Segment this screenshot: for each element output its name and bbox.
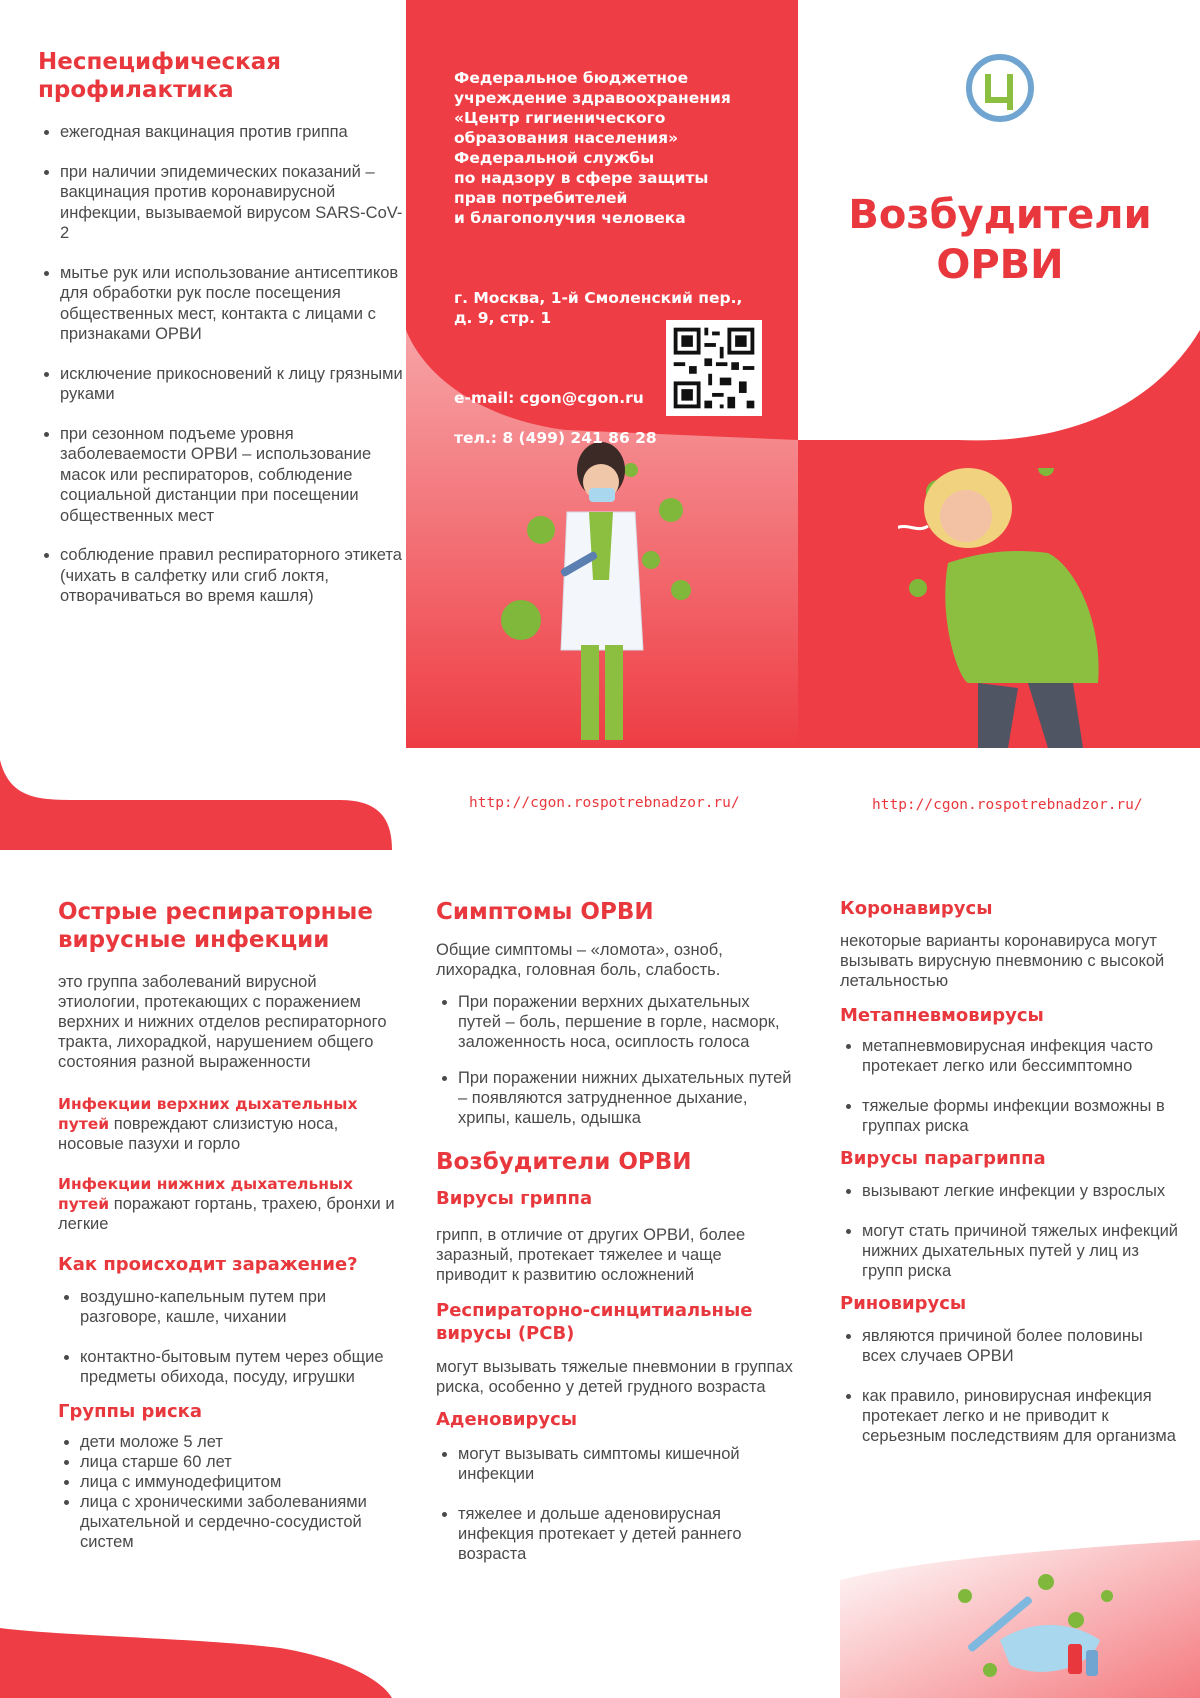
ari-intro: это группа заболеваний вирусной этиологии, протекающих с поражением верхних и нижних отделов респираторного тракта, лихорадкой, нарушением общего состояния разной выраженности — [58, 973, 387, 1071]
rhino-title: Риновирусы — [840, 1293, 967, 1314]
organization-address: г. Москва, 1-й Смоленский пер., д. 9, стр. 1 — [454, 289, 743, 327]
upper-airways-desc: повреждают слизистую носа, носовые пазухи и горло — [58, 1115, 339, 1153]
qr-code-icon — [666, 320, 762, 416]
column-ari — [58, 898, 398, 1552]
list-item: • вызывают легкие инфекции у взрослых — [862, 1181, 1180, 1201]
upper-airways-text — [58, 1094, 398, 1154]
rhino-list — [840, 1326, 1180, 1446]
cover-title-line2: ОРВИ — [936, 242, 1064, 288]
medical-items-illustration — [840, 1540, 1200, 1698]
list-item: • исключение прикосновений к лицу грязными руками — [60, 364, 410, 405]
doctor-illustration — [501, 440, 701, 748]
organization-name: Федеральное бюджетное учреждение здравоохранения «Центр гигиенического образования населения» Федеральной службы по надзору в сфере защиты прав потребителей и благополучия человека — [454, 69, 731, 227]
list-item: • контактно-бытовым путем через общие предметы обихода, посуду, игрушки — [80, 1347, 398, 1387]
pathogens-title: Возбудители ОРВИ — [436, 1149, 692, 1175]
meta-title: Метапневмовирусы — [840, 1005, 1044, 1026]
infection-title: Как происходит заражение? — [58, 1254, 358, 1275]
list-item: • лица старше 60 лет — [80, 1452, 398, 1472]
list-item: • могут стать причиной тяжелых инфекций нижних дыхательных путей у лиц из групп риска — [862, 1221, 1180, 1281]
prevention-title: Неспецифическая профилактика — [38, 49, 281, 103]
list-item: • воздушно-капельным путем при разговоре, кашле, чихании — [80, 1287, 398, 1327]
list-item: • лица с иммунодефицитом — [80, 1472, 398, 1492]
decorative-wave — [0, 760, 392, 850]
cgon-logo-icon — [966, 52, 1034, 124]
cover-title — [820, 190, 1180, 290]
risk-title: Группы риска — [58, 1401, 203, 1422]
adeno-title: Аденовирусы — [436, 1409, 578, 1430]
para-title: Вирусы парагриппа — [840, 1148, 1046, 1169]
ari-title: Острые респираторные вирусные инфекции — [58, 899, 373, 953]
upper-airways-term: Инфекции верхних дыхательных путей — [58, 1095, 358, 1133]
adeno-list — [436, 1444, 796, 1564]
list-item: • ежегодная вакцинация против гриппа — [60, 122, 410, 143]
list-item: • как правило, риновирусная инфекция протекает легко и не приводит к серьезным последствиям для организма — [862, 1386, 1180, 1446]
symptoms-title: Симптомы ОРВИ — [436, 899, 654, 925]
list-item: • при наличии эпидемических показаний – вакцинация против коронавирусной инфекции, вызываемой вирусом SARS-CoV-2 — [60, 162, 410, 244]
risk-list — [58, 1432, 398, 1552]
lower-airways-term: Инфекции нижних дыхательных путей — [58, 1175, 354, 1213]
corona-text: некоторые варианты коронавируса могут вызывать вирусную пневмонию с высокой летальностью — [840, 932, 1165, 990]
list-item: • могут вызывать симптомы кишечной инфекции — [458, 1444, 796, 1484]
coughing-person-illustration — [898, 468, 1158, 748]
column-symptoms — [436, 898, 796, 1564]
list-item: • лица с хроническими заболеваниями дыхательной и сердечно-сосудистой систем — [80, 1492, 398, 1552]
organization-email[interactable]: e-mail: cgon@cgon.ru — [454, 389, 644, 407]
prevention-list — [38, 122, 410, 626]
rsv-text: могут вызывать тяжелые пневмонии в группах риска, особенно у детей грудного возраста — [436, 1358, 793, 1396]
corona-title: Коронавирусы — [840, 898, 993, 919]
meta-list — [840, 1036, 1180, 1136]
flu-title: Вирусы гриппа — [436, 1188, 593, 1209]
flu-text: грипп, в отличие от других ОРВИ, более заразный, протекает тяжелее и чаще приводит к развитию осложнений — [436, 1226, 746, 1284]
list-item: • являются причиной более половины всех случаев ОРВИ — [862, 1326, 1180, 1366]
lower-airways-text — [58, 1174, 398, 1234]
list-item: • При поражении нижних дыхательных путей – появляются затрудненное дыхание, хрипы, кашель, одышка — [458, 1068, 796, 1128]
symptoms-intro: Общие симптомы – «ломота», озноб, лихорадка, головная боль, слабость. — [436, 941, 723, 979]
rsv-title: Респираторно-синцитиальные вирусы (РСВ) — [436, 1300, 753, 1344]
website-link[interactable]: http://cgon.rospotrebnadzor.ru/ — [469, 795, 740, 811]
column-pathogens — [840, 898, 1180, 1446]
list-item: • метапневмовирусная инфекция часто протекает легко или бессимптомно — [862, 1036, 1180, 1076]
lower-airways-desc: поражают гортань, трахею, бронхи и легкие — [58, 1195, 395, 1233]
decorative-corner — [0, 1628, 392, 1698]
list-item: • соблюдение правил респираторного этикета (чихать в салфетку или сгиб локтя, отворачиваться во время кашля) — [60, 545, 410, 607]
cover-title-line1: Возбудители — [848, 192, 1152, 238]
organization-phone: тел.: 8 (499) 241 86 28 — [454, 429, 657, 447]
list-item: • тяжелые формы инфекции возможны в группах риска — [862, 1096, 1180, 1136]
list-item: • при сезонном подъеме уровня заболеваемости ОРВИ – использование масок или респираторов, соблюдение социальной дистанции при посещении общественных мест — [60, 424, 410, 527]
list-item: • тяжелее и дольше аденовирусная инфекция протекает у детей раннего возраста — [458, 1504, 796, 1564]
infection-list — [58, 1287, 398, 1387]
para-list — [840, 1181, 1180, 1281]
qr-code[interactable] — [666, 320, 762, 416]
website-link-cover[interactable]: http://cgon.rospotrebnadzor.ru/ — [872, 797, 1143, 813]
list-item: • мытье рук или использование антисептиков для обработки рук после посещения общественных мест, контакта с лицами с признаками ОРВИ — [60, 263, 410, 345]
symptoms-list — [436, 992, 796, 1128]
list-item: • дети моложе 5 лет — [80, 1432, 398, 1452]
list-item: • При поражении верхних дыхательных путей – боль, першение в горле, насморк, заложенность носа, осиплость голоса — [458, 992, 796, 1052]
